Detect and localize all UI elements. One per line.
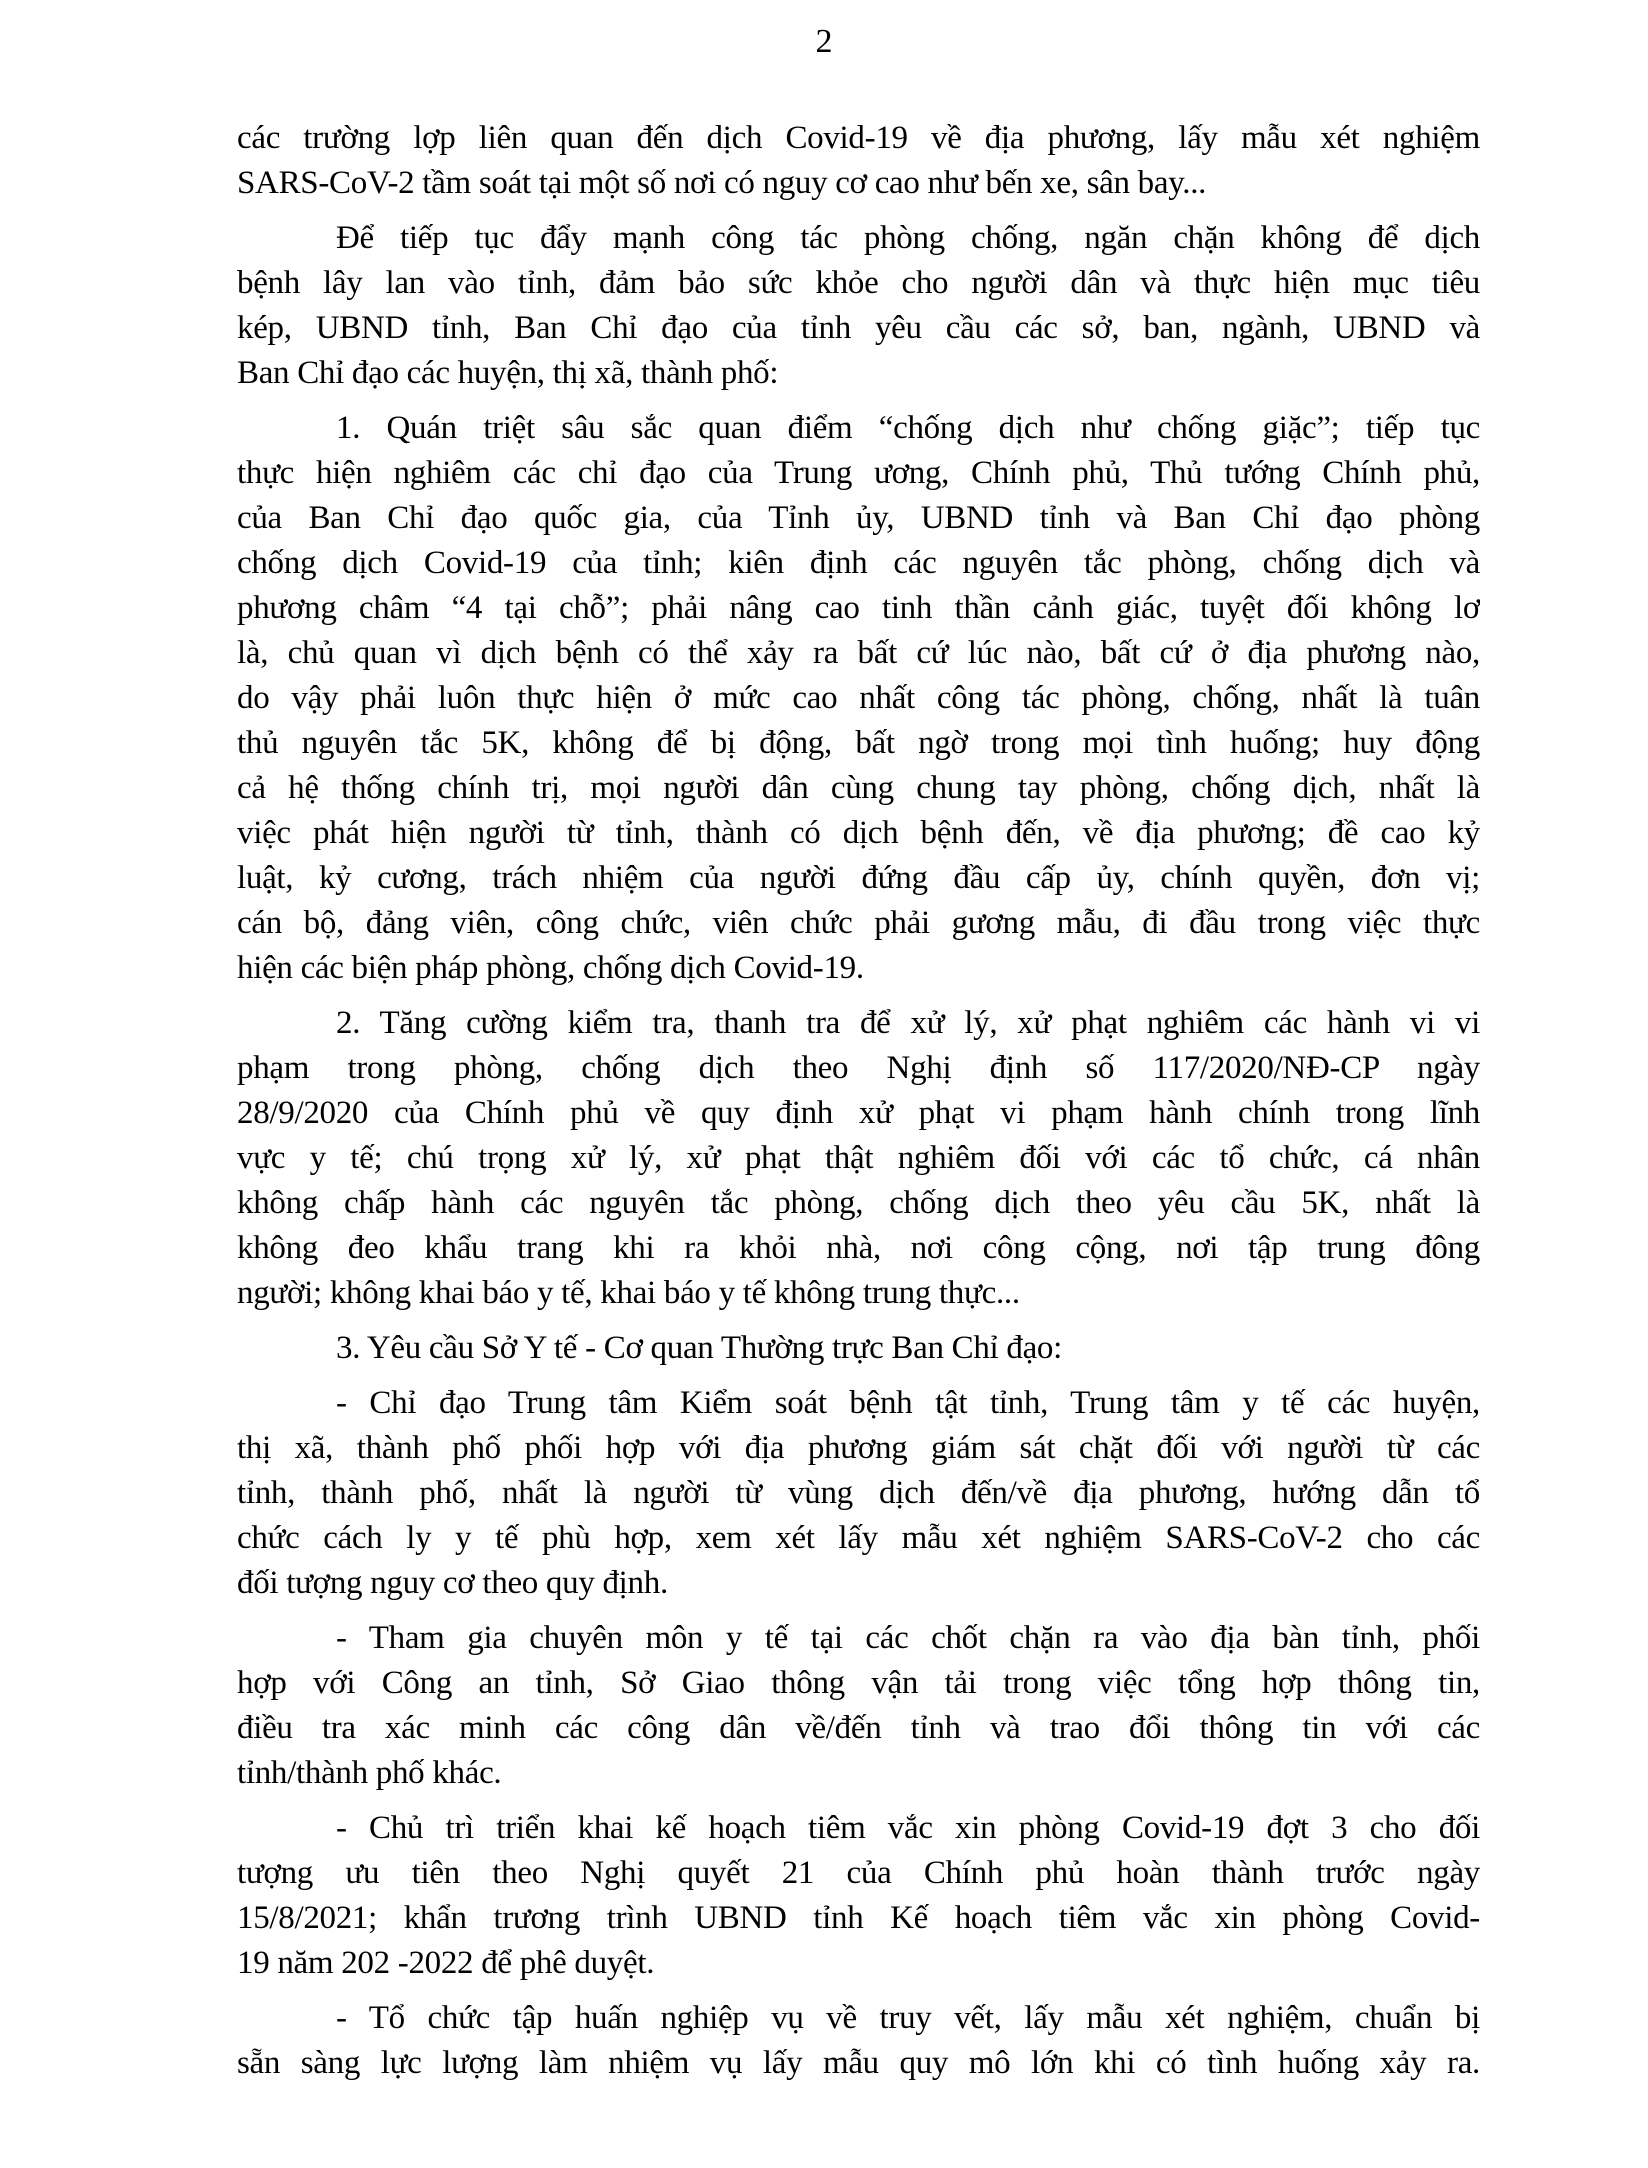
paragraph-directive-preamble [237, 216, 1480, 396]
text-line: - Tham gia chuyên môn y tế tại các chốt chặn ra vào địa bàn tỉnh, phối [336, 1620, 1480, 1656]
text-line: hợp với Công an tỉnh, Sở Giao thông vận tải trong việc tổng hợp thông tin, [237, 1665, 1480, 1701]
text-line: đối tượng nguy cơ theo quy định. [237, 1565, 668, 1601]
paragraph-item-3-bullet-4 [237, 1996, 1480, 2086]
paragraph-item-2 [237, 1001, 1480, 1316]
text-line: việc phát hiện người từ tỉnh, thành có dịch bệnh đến, về địa phương; đề cao kỷ [237, 815, 1480, 851]
text-line: 19 năm 202 -2022 để phê duyệt. [237, 1945, 655, 1981]
text-line: vực y tế; chú trọng xử lý, xử phạt thật nghiêm đối với các tổ chức, cá nhân [237, 1140, 1480, 1176]
text-line: luật, kỷ cương, trách nhiệm của người đứng đầu cấp ủy, chính quyền, đơn vị; [237, 860, 1480, 896]
text-line: Để tiếp tục đẩy mạnh công tác phòng chống, ngăn chặn không để dịch [336, 220, 1480, 256]
text-line: tượng ưu tiên theo Nghị quyết 21 của Chính phủ hoàn thành trước ngày [237, 1855, 1480, 1891]
text-line: phương châm “4 tại chỗ”; phải nâng cao tinh thần cảnh giác, tuyệt đối không lơ [237, 590, 1480, 626]
paragraph-item-3-bullet-2 [237, 1616, 1480, 1796]
text-line: - Chỉ đạo Trung tâm Kiểm soát bệnh tật tỉnh, Trung tâm y tế các huyện, [336, 1385, 1480, 1421]
text-line: 15/8/2021; khẩn trương trình UBND tỉnh Kế hoạch tiêm vắc xin phòng Covid- [237, 1900, 1480, 1936]
text-line: chức cách ly y tế phù hợp, xem xét lấy mẫu xét nghiệm SARS-CoV-2 cho các [237, 1520, 1480, 1556]
text-line: các trường lợp liên quan đến dịch Covid-19 về địa phương, lấy mẫu xét nghiệm [237, 120, 1480, 156]
text-line: cả hệ thống chính trị, mọi người dân cùng chung tay phòng, chống dịch, nhất là [237, 770, 1480, 806]
text-line: là, chủ quan vì dịch bệnh có thể xảy ra bất cứ lúc nào, bất cứ ở địa phương nào, [237, 635, 1480, 671]
text-line: cán bộ, đảng viên, công chức, viên chức phải gương mẫu, đi đầu trong việc thực [237, 905, 1480, 941]
text-line: - Tổ chức tập huấn nghiệp vụ về truy vết, lấy mẫu xét nghiệm, chuẩn bị [336, 2000, 1480, 2036]
paragraph-intro-continuation [237, 116, 1480, 206]
text-line: người; không khai báo y tế, khai báo y tế không trung thực... [237, 1275, 1020, 1311]
text-line: thủ nguyên tắc 5K, không để bị động, bất ngờ trong mọi tình huống; huy động [237, 725, 1480, 761]
text-line: hiện các biện pháp phòng, chống dịch Covid-19. [237, 950, 864, 986]
text-line: sẵn sàng lực lượng làm nhiệm vụ lấy mẫu quy mô lớn khi có tình huống xảy ra. [237, 2045, 1480, 2081]
text-line: do vậy phải luôn thực hiện ở mức cao nhất công tác phòng, chống, nhất là tuân [237, 680, 1480, 716]
paragraph-item-3-bullet-1 [237, 1381, 1480, 1606]
paragraph-item-3-bullet-3 [237, 1806, 1480, 1986]
text-line: bệnh lây lan vào tỉnh, đảm bảo sức khỏe cho người dân và thực hiện mục tiêu [237, 265, 1480, 301]
text-line: của Ban Chỉ đạo quốc gia, của Tỉnh ủy, UBND tỉnh và Ban Chỉ đạo phòng [237, 500, 1480, 536]
text-line: kép, UBND tỉnh, Ban Chỉ đạo của tỉnh yêu cầu các sở, ban, ngành, UBND và [237, 310, 1480, 346]
text-line: chống dịch Covid-19 của tỉnh; kiên định các nguyên tắc phòng, chống dịch và [237, 545, 1480, 581]
text-line: điều tra xác minh các công dân về/đến tỉnh và trao đổi thông tin với các [237, 1710, 1480, 1746]
paragraph-item-3-heading [237, 1326, 1480, 1371]
text-line: 2. Tăng cường kiểm tra, thanh tra để xử lý, xử phạt nghiêm các hành vi vi [336, 1005, 1480, 1041]
text-line: tỉnh/thành phố khác. [237, 1755, 502, 1791]
text-line: Ban Chỉ đạo các huyện, thị xã, thành phố: [237, 355, 779, 391]
text-line: 28/9/2020 của Chính phủ về quy định xử phạt vi phạm hành chính trong lĩnh [237, 1095, 1480, 1131]
text-line: phạm trong phòng, chống dịch theo Nghị định số 117/2020/NĐ-CP ngày [237, 1050, 1480, 1086]
text-line: thị xã, thành phố phối hợp với địa phương giám sát chặt đối với người từ các [237, 1430, 1480, 1466]
text-line: tỉnh, thành phố, nhất là người từ vùng dịch đến/về địa phương, hướng dẫn tổ [237, 1475, 1480, 1511]
text-line: - Chủ trì triển khai kế hoạch tiêm vắc xin phòng Covid-19 đợt 3 cho đối [336, 1810, 1480, 1846]
paragraph-item-1 [237, 406, 1480, 991]
text-line: 3. Yêu cầu Sở Y tế - Cơ quan Thường trực Ban Chỉ đạo: [336, 1330, 1062, 1366]
text-line: không chấp hành các nguyên tắc phòng, chống dịch theo yêu cầu 5K, nhất là [237, 1185, 1480, 1221]
document-body [237, 116, 1480, 2086]
page-number: 2 [815, 23, 833, 60]
text-line: thực hiện nghiêm các chỉ đạo của Trung ương, Chính phủ, Thủ tướng Chính phủ, [237, 455, 1480, 491]
text-line: không đeo khẩu trang khi ra khỏi nhà, nơi công cộng, nơi tập trung đông [237, 1230, 1480, 1266]
text-line: 1. Quán triệt sâu sắc quan điểm “chống dịch như chống giặc”; tiếp tục [336, 410, 1480, 446]
text-line: SARS-CoV-2 tầm soát tại một số nơi có nguy cơ cao như bến xe, sân bay... [237, 165, 1207, 201]
